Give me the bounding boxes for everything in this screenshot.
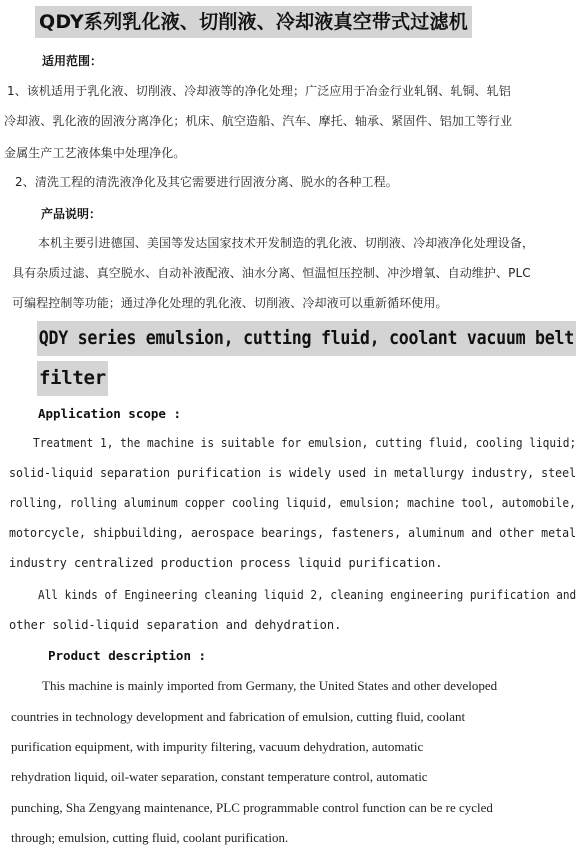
chinese-description-line: 可编程控制等功能；通过净化处理的乳化液、切削液、冷却液可以重新循环使用。 — [12, 296, 448, 310]
english-scope-line: rolling, rolling aluminum copper cooling liquid, emulsion; machine tool, automobile, — [9, 496, 576, 510]
english-description-line: This machine is mainly imported from Germany, the United States and other developed — [42, 678, 498, 693]
chinese-scope-heading: 适用范围： — [42, 54, 103, 68]
english-scope-line: industry centralized production process liquid purification. — [9, 556, 443, 570]
chinese-scope-line: 冷却液、乳化液的固液分离净化；机床、航空造船、汽车、摩托、轴承、紧固件、铝加工等行业 — [4, 114, 513, 128]
chinese-description-heading: 产品说明： — [41, 207, 102, 221]
chinese-scope-line: 金属生产工艺液体集中处理净化。 — [4, 146, 186, 160]
chinese-title: QDY系列乳化液、切削液、冷却液真空带式过滤机 — [35, 6, 472, 38]
chinese-description-line: 具有杂质过滤、真空脱水、自动补液配液、油水分离、恒温恒压控制、冲沙增氧、自动维护、PLC — [12, 266, 531, 280]
english-description-line: through; emulsion, cutting fluid, coolant purification. — [11, 830, 289, 845]
english-scope-heading: Application scope : — [38, 406, 181, 421]
english-scope-line: motorcycle, shipbuilding, aerospace bearings, fasteners, aluminum and other metal — [9, 526, 577, 540]
english-description-heading: Product description : — [48, 648, 207, 663]
english-description-line: punching, Sha Zengyang maintenance, PLC programmable control function can be re cycled — [11, 800, 493, 815]
english-title-line-2: filter — [37, 361, 108, 396]
english-description-line: rehydration liquid, oil-water separation, constant temperature control, automatic — [11, 769, 428, 784]
english-title-line-1: QDY series emulsion, cutting fluid, coolant vacuum belt — [37, 321, 576, 356]
chinese-scope-line: 1、该机适用于乳化液、切削液、冷却液等的净化处理；广泛应用于冶金行业轧钢、轧铜、轧铝 — [7, 84, 511, 98]
english-description-line: countries in technology development and fabrication of emulsion, cutting fluid, coolant — [11, 709, 466, 724]
english-scope-line: solid-liquid separation purification is widely used in metallurgy industry, steel — [9, 466, 577, 480]
chinese-description-line: 本机主要引进德国、美国等发达国家技术开发制造的乳化液、切削液、冷却液净化处理设备， — [38, 236, 535, 250]
chinese-scope-line: 2、清洗工程的清洗液净化及其它需要进行固液分离、脱水的各种工程。 — [15, 175, 398, 189]
english-description-line: purification equipment, with impurity filtering, vacuum dehydration, automatic — [11, 739, 424, 754]
english-scope-line: other solid-liquid separation and dehydration. — [9, 618, 342, 632]
english-scope-line: All kinds of Engineering cleaning liquid 2, cleaning engineering purification and — [38, 588, 577, 602]
english-scope-line: Treatment 1, the machine is suitable for emulsion, cutting fluid, cooling liquid; — [33, 436, 577, 450]
